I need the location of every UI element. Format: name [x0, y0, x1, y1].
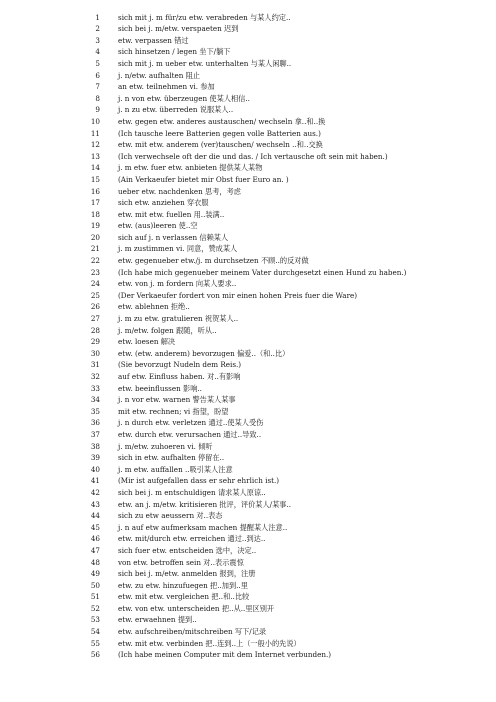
line-number: 46 — [90, 534, 100, 544]
entry-text: etw. gegen etw. anderes austauschen/ wechseln 拿..和..换 — [118, 116, 326, 126]
list-item — [0, 197, 496, 209]
entry-text: ueber etw. nachdenken 思考，考虑 — [118, 186, 241, 196]
line-number: 19 — [90, 221, 100, 231]
list-item — [0, 93, 496, 105]
entry-text: sich mit j. m ueber etw. unterhalten 与某人闲聊.. — [118, 58, 292, 68]
line-number: 47 — [90, 545, 100, 555]
line-number: 7 — [95, 82, 100, 92]
entry-text: etw. gegenueber etw./j. m durchsetzen 不顾..的反对做 — [118, 256, 309, 266]
entry-text: etw. zu etw. hinzufuegen 把..加到..里 — [118, 580, 248, 590]
entry-text: etw. (aus)leeren 使..空 — [118, 221, 198, 231]
entry-text: etw. mit etw. fuellen 用..装满.. — [118, 209, 225, 219]
line-number: 50 — [90, 580, 100, 590]
line-number: 25 — [90, 290, 100, 300]
entry-text: sich auf j. n verlassen 信赖某人 — [118, 232, 229, 242]
line-number: 54 — [90, 627, 100, 637]
list-item — [0, 209, 496, 221]
list-item — [0, 603, 496, 615]
entry-text: j. m/etw. folgen 跟随，听从.. — [118, 325, 217, 335]
list-item — [0, 12, 496, 24]
entry-text: (Ain Verkaeufer bietet mir Obst fuer Euro an. ) — [118, 174, 289, 184]
line-number: 56 — [90, 650, 100, 660]
list-item — [0, 591, 496, 603]
list-item — [0, 186, 496, 198]
list-item — [0, 383, 496, 395]
line-number: 49 — [90, 569, 100, 579]
line-number: 14 — [90, 163, 100, 173]
entry-text: sich bei j. m/etw. anmelden 报到，注册 — [118, 569, 256, 579]
list-item — [0, 475, 496, 487]
line-number: 9 — [95, 105, 100, 115]
list-item — [0, 614, 496, 626]
entry-text: (Ich tausche leere Batterien gegen volle Batterien aus.) — [118, 128, 321, 138]
list-item — [0, 128, 496, 140]
line-number: 42 — [90, 487, 100, 497]
list-item — [0, 139, 496, 151]
list-item — [0, 522, 496, 534]
list-item — [0, 301, 496, 313]
entry-text: (Ich verwechsele oft der die und das. / Ich vertausche oft sein mit haben.) — [118, 151, 388, 161]
list-item — [0, 313, 496, 325]
list-item — [0, 441, 496, 453]
entry-text: j. n von etw. überzeugen 使某人相信.. — [118, 93, 250, 103]
list-item — [0, 452, 496, 464]
entry-text: j. n/etw. aufhalten 阻止 — [118, 70, 201, 80]
list-item — [0, 371, 496, 383]
list-item — [0, 278, 496, 290]
line-number: 2 — [95, 24, 100, 34]
entry-text: j. m zustimmen vi. 同意，赞成某人 — [118, 244, 238, 254]
list-item — [0, 162, 496, 174]
list-item — [0, 348, 496, 360]
list-item — [0, 46, 496, 58]
entry-text: j. n vor etw. warnen 警告某人某事 — [118, 395, 236, 405]
line-number: 3 — [95, 35, 100, 45]
list-item — [0, 499, 496, 511]
line-number: 35 — [90, 406, 100, 416]
line-number: 28 — [90, 325, 100, 335]
line-number: 12 — [90, 140, 100, 150]
entry-text: (Ich habe meinen Computer mit dem Internet verbunden.) — [118, 650, 332, 660]
line-number: 53 — [90, 615, 100, 625]
line-number: 17 — [90, 198, 100, 208]
entry-text: etw. an j. m/etw. kritisieren 批评，评价某人/某事.. — [118, 499, 292, 509]
list-item — [0, 487, 496, 499]
line-number: 48 — [90, 557, 100, 567]
entry-text: etw. mit etw. verbinden 把..连到..上（一般小的先说） — [118, 638, 301, 648]
line-number: 37 — [90, 429, 100, 439]
entry-text: sich bei j. m entschuldigen 请求某人原谅.. — [118, 487, 266, 497]
line-number: 34 — [90, 395, 100, 405]
entry-text: sich hinsetzen / legen 坐下/躺下 — [118, 47, 231, 57]
line-number: 1 — [95, 12, 100, 22]
entry-text: j. m etw. fuer etw. anbieten 提供某人某物 — [118, 163, 263, 173]
list-item — [0, 70, 496, 82]
entry-text: an etw. teilnehmen vi. 参加 — [118, 82, 215, 92]
list-item — [0, 545, 496, 557]
entry-text: j. m etw. auffallen ..吸引某人注意 — [118, 464, 233, 474]
list-item — [0, 255, 496, 267]
entry-text: etw. erwaehnen 提到.. — [118, 615, 197, 625]
entry-text: j. m/etw. zuhoeren vi. 倾听 — [118, 441, 213, 451]
entry-text: sich zu etw aeussern 对..表态 — [118, 511, 223, 521]
line-number: 6 — [95, 70, 100, 80]
entry-text: etw. aufschreiben/mitschreiben 写下/记录 — [118, 627, 267, 637]
entry-text: j. n zu etw. überreden 说服某人.. — [118, 105, 234, 115]
list-item — [0, 429, 496, 441]
line-number: 29 — [90, 337, 100, 347]
entry-text: sich fuer etw. entscheiden 选中，决定.. — [118, 545, 257, 555]
line-number: 22 — [90, 256, 100, 266]
entry-text: von etw. betroffen sein 对..表示震惊 — [118, 557, 244, 567]
line-number: 43 — [90, 499, 100, 509]
entry-text: auf etw. Einfluss haben. 对..有影响 — [118, 372, 241, 381]
line-number: 15 — [90, 174, 100, 184]
list-item — [0, 151, 496, 163]
list-item — [0, 568, 496, 580]
entry-text: j. n auf etw aufmerksam machen 提醒某人注意.. — [118, 522, 288, 532]
entry-text: j. m zu etw. gratulieren 祝贺某人.. — [118, 314, 239, 324]
list-item — [0, 174, 496, 186]
list-item — [0, 649, 496, 661]
list-item — [0, 220, 496, 232]
line-number: 45 — [90, 522, 100, 532]
line-number: 16 — [90, 186, 100, 196]
vocabulary-list — [0, 12, 496, 661]
entry-text: etw. mit etw. anderem (ver)tauschen/ wechseln ..和..交换 — [118, 140, 323, 150]
list-item — [0, 267, 496, 279]
list-item — [0, 394, 496, 406]
line-number: 31 — [90, 360, 100, 370]
line-number: 24 — [90, 279, 100, 289]
entry-text: sich etw. anziehen 穿衣服 — [118, 198, 209, 208]
entry-text: etw. mit/durch etw. erreichen 通过..到达.. — [118, 534, 266, 544]
entry-text: sich mit j. m für/zu etw. verabreden 与某人约定.. — [118, 12, 291, 22]
list-item — [0, 243, 496, 255]
entry-text: etw. von etw. unterscheiden 把..从..里区别开 — [118, 603, 275, 613]
entry-text: etw. ablehnen 拒绝.. — [118, 302, 190, 312]
list-item — [0, 325, 496, 337]
list-item — [0, 81, 496, 93]
entry-text: (Der Verkaeufer fordert von mir einen hohen Preis fuer die Ware) — [118, 290, 358, 300]
list-item — [0, 417, 496, 429]
list-item — [0, 406, 496, 418]
entry-text: (Sie bevorzugt Nudeln dem Reis.) — [118, 360, 242, 370]
line-number: 36 — [90, 418, 100, 428]
entry-text: sich in etw. aufhalten 停留在.. — [118, 453, 225, 463]
line-number: 20 — [90, 232, 100, 242]
list-item — [0, 638, 496, 650]
line-number: 32 — [90, 372, 100, 381]
line-number: 4 — [95, 47, 100, 57]
line-number: 11 — [90, 128, 100, 138]
line-number: 27 — [90, 314, 100, 324]
line-number: 8 — [95, 93, 100, 103]
line-number: 30 — [90, 348, 100, 358]
line-number: 13 — [90, 151, 100, 161]
list-item — [0, 104, 496, 116]
line-number: 44 — [90, 511, 100, 521]
line-number: 52 — [90, 603, 100, 613]
list-item — [0, 336, 496, 348]
list-item — [0, 557, 496, 569]
line-number: 18 — [90, 209, 100, 219]
entry-text: j. n durch etw. verletzen 通过..使某人受伤 — [118, 418, 264, 428]
entry-text: mit etw. rechnen; vi 指望，盼望 — [118, 406, 229, 416]
entry-text: (Ich habe mich gegenueber meinem Vater durchgesetzt einen Hund zu haben.) — [118, 267, 407, 277]
entry-text: etw. von j. m fordern 向某人要求.. — [118, 279, 237, 289]
list-item — [0, 510, 496, 522]
line-number: 55 — [90, 638, 100, 648]
line-number: 51 — [90, 592, 100, 602]
entry-text: etw. loesen 解决 — [118, 337, 176, 347]
list-item — [0, 23, 496, 35]
entry-text: (Mir ist aufgefallen dass er sehr ehrlich ist.) — [118, 476, 280, 486]
list-item — [0, 35, 496, 47]
entry-text: etw. (etw. anderem) bevorzugen 偏爱..（和..比） — [118, 348, 290, 358]
line-number: 33 — [90, 383, 100, 393]
entry-text: etw. durch etw. verursachen 通过..导致.. — [118, 429, 262, 439]
entry-text: etw. verpassen 错过 — [118, 35, 189, 45]
line-number: 10 — [90, 116, 100, 126]
line-number: 38 — [90, 441, 100, 451]
entry-text: etw. mit etw. vergleichen 把..和..比较 — [118, 592, 250, 602]
line-number: 39 — [90, 453, 100, 463]
list-item — [0, 58, 496, 70]
line-number: 26 — [90, 302, 100, 312]
list-item — [0, 580, 496, 592]
line-number: 5 — [95, 58, 100, 68]
list-item — [0, 232, 496, 244]
list-item — [0, 464, 496, 476]
entry-text: sich bei j. m/etw. verspaeten 迟到 — [118, 24, 239, 34]
line-number: 41 — [90, 476, 100, 486]
list-item — [0, 116, 496, 128]
line-number: 21 — [90, 244, 100, 254]
list-item — [0, 533, 496, 545]
line-number: 40 — [90, 464, 100, 474]
list-item — [0, 626, 496, 638]
line-number: 23 — [90, 267, 100, 277]
list-item — [0, 290, 496, 302]
entry-text: etw. beeinflussen 影响.. — [118, 383, 202, 393]
list-item — [0, 359, 496, 371]
